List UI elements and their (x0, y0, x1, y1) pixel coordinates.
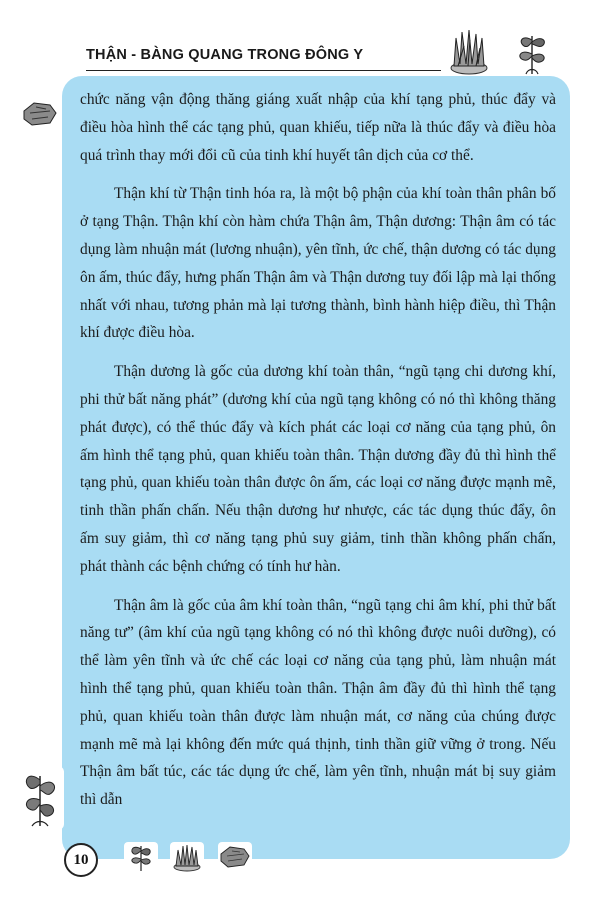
page-number: 10 (64, 843, 98, 877)
footer-icon-tile (124, 842, 158, 872)
dried-root-icon (218, 842, 252, 872)
paragraph: Thận âm là gốc của âm khí toàn thân, “ngũ tạng chi âm khí, phi thử bất năng tư” (âm khí của ngũ tạng không có nó thì không được nuôi dưỡng), có thể làm yên tĩnh và ức chế các loại cơ năng của tạng phủ, làm nhuận mát hình thể tạng phủ, quan khiếu toàn thân. Thận âm đầy đủ thì hình thể tạng phủ, quan khiếu toàn thân được làm nhuận mát, cơ năng của chúng được mạnh mẽ mà lại không đến mức quá thịnh, tinh thần giữ vững ở trong. Nếu Thận âm bất túc, các tác dụng ức chế, làm yên tĩnh, nhuận mát bị suy giảm thì dẫn (80, 596, 556, 809)
footer-icon-tile (170, 842, 204, 872)
footer-icon-tile (218, 842, 252, 872)
running-header-title: THẬN - BÀNG QUANG TRONG ĐÔNG Y (86, 47, 364, 63)
leafy-herb-icon (18, 766, 64, 830)
header-divider (86, 70, 441, 71)
paragraph: Thận dương là gốc của dương khí toàn thân, “ngũ tạng chi dương khí, phi thử bất năng phát” (dương khí của ngũ tạng không có nó thì không thăng phát được), có thể thúc đẩy và kích phát các loại cơ năng của tạng phủ, ôn ấm hình thể tạng phủ, quan khiếu toàn thân. Thận dương đầy đủ thì hình thể tạng phủ, quan khiếu toàn thân được ôn ấm, các loại cơ năng được mạnh mẽ, tinh thần phấn chấn. Nếu thận dương hư nhược, các tác dụng thúc đẩy, ôn ấm suy giảm, thì cơ năng tạng phủ suy giảm, tinh thần không phấn chấn, phát thành các bệnh chứng có tính hư hàn. (80, 363, 556, 575)
paragraph: chức năng vận động thăng giáng xuất nhập của khí tạng phủ, thúc đẩy và điều hòa hình thể các tạng phủ, quan khiếu, tiếp nữa là thúc đẩy và điều hòa quá trình thay mới đổi cũ của tinh khí huyết tân dịch của cơ thể. (80, 91, 556, 164)
paragraph: Thận khí từ Thận tinh hóa ra, là một bộ phận của khí toàn thân phân bố ở tạng Thận. Thận khí còn hàm chứa Thận âm, Thận dương: Thận âm có tác dụng làm nhuận mát (lương nhuận), yên tĩnh, ức chế, thận dương có tác dụng ôn ấm, thúc đẩy, hưng phấn Thận âm và Thận dương tuy đối lập mà lại thống nhất với nhau, tương phản mà lại tương thành, bình hành hiệp điều, thì Thận khí được điều hòa. (80, 185, 556, 342)
herb-plant-icon (512, 28, 552, 76)
dried-root-icon (20, 97, 60, 131)
body-text (80, 86, 556, 825)
herb-bundle-icon (446, 26, 492, 76)
herb-bundle-icon (170, 842, 204, 872)
herb-plant-icon (124, 842, 158, 872)
